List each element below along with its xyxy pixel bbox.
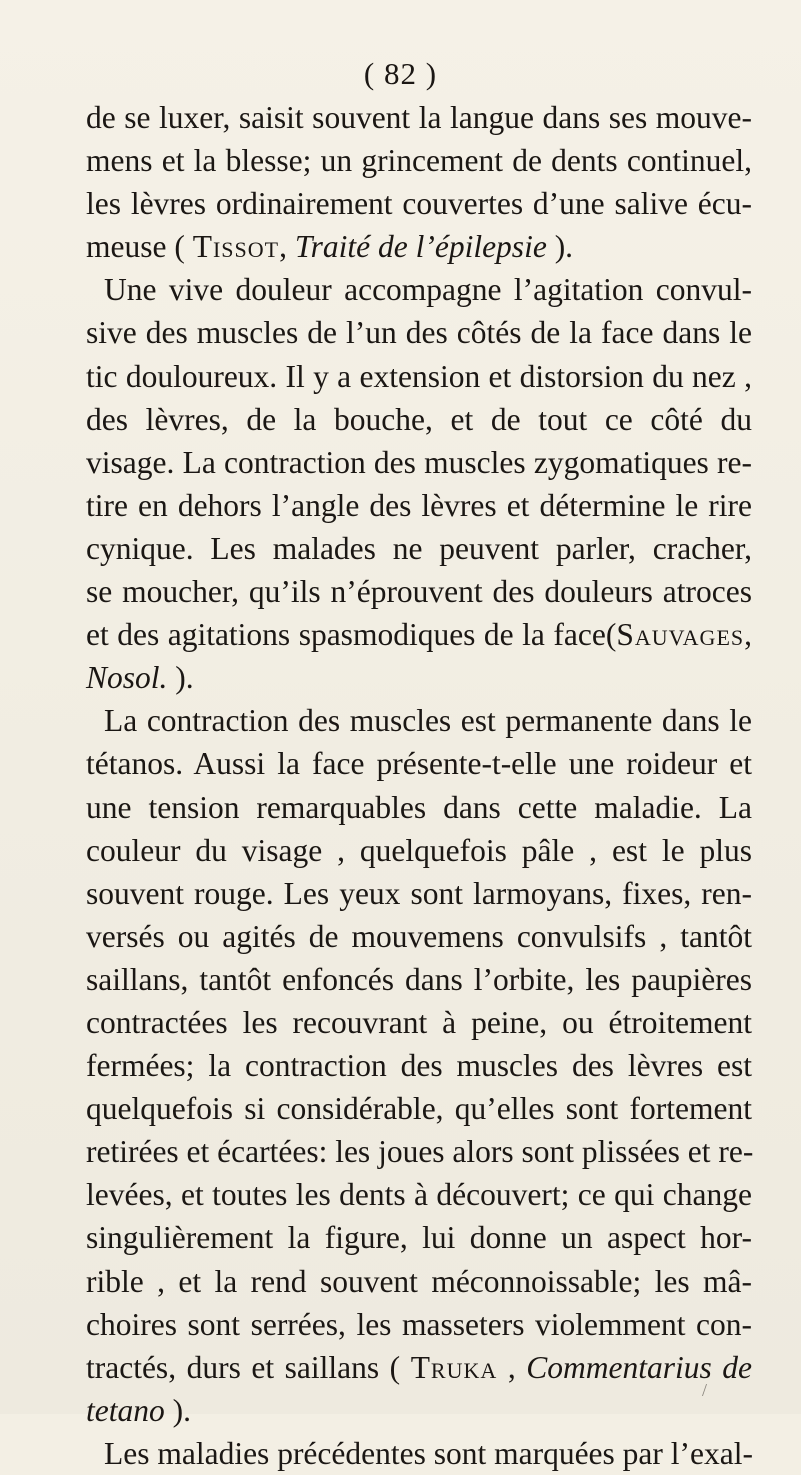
- text-line: tractés, durs et saillans ( Truka , Commentarius de: [86, 1349, 752, 1385]
- text-line: singulièrement la figure, lui donne un aspect hor-: [86, 1220, 752, 1256]
- text-line: levées, et toutes les dents à découvert; ce qui change: [86, 1177, 752, 1213]
- text-line: visage. La contraction des muscles zygomatiques re-: [86, 444, 752, 480]
- text-line: cynique. Les malades ne peuvent parler, cracher,: [86, 530, 752, 566]
- text-line: couleur du visage , quelquefois pâle , est le plus: [86, 832, 752, 868]
- page-number: ( 82 ): [363, 56, 438, 91]
- text-line: tetano ).: [86, 1392, 191, 1428]
- text-line: rible , et la rend souvent méconnoissable; les mâ-: [86, 1263, 752, 1299]
- text-line: saillans, tantôt enfoncés dans l’orbite, les paupières: [86, 961, 752, 997]
- text-line: quelquefois si considérable, qu’elles sont fortement: [86, 1091, 752, 1127]
- margin-mark: /: [702, 1380, 708, 1400]
- text-line: meuse ( Tissot, Traité de l’épilepsie ).: [86, 229, 574, 265]
- text-line: de se luxer, saisit souvent la langue dans ses mouve-: [86, 100, 752, 135]
- text-line: et des agitations spasmodiques de la face(Sauvages,: [86, 617, 752, 653]
- text-line: mens et la blesse; un grincement de dents continuel,: [86, 143, 752, 179]
- body-text: [86, 96, 752, 1475]
- text-line: tétanos. Aussi la face présente-t-elle une roideur et: [86, 746, 752, 782]
- text-line: Les maladies précédentes sont marquées par l’exal-: [104, 1435, 753, 1471]
- text-line: La contraction des muscles est permanente dans le: [104, 703, 752, 739]
- text-line: se moucher, qu’ils n’éprouvent des douleurs atroces: [86, 574, 752, 610]
- text-line: versés ou agités de mouvemens convulsifs , tantôt: [86, 918, 752, 954]
- text-line: des lèvres, de la bouche, et de tout ce côté du: [86, 401, 752, 437]
- text-line: une tension remarquables dans cette maladie. La: [86, 789, 752, 825]
- text-line: retirées et écartées: les joues alors sont plissées et re-: [86, 1134, 754, 1170]
- text-line: contractées les recouvrant à peine, ou étroitement: [86, 1004, 752, 1040]
- text-line: tic douloureux. Il y a extension et distorsion du nez ,: [86, 358, 752, 394]
- text-line: sive des muscles de l’un des côtés de la face dans le: [86, 315, 752, 351]
- text-line: Nosol. ).: [86, 660, 194, 696]
- text-line: les lèvres ordinairement couvertes d’une salive écu-: [86, 186, 752, 222]
- text-line: souvent rouge. Les yeux sont larmoyans, fixes, ren-: [86, 875, 752, 911]
- text-line: choires sont serrées, les masseters violemment con-: [86, 1306, 752, 1342]
- text-line: fermées; la contraction des muscles des lèvres est: [86, 1048, 752, 1084]
- text-line: Une vive douleur accompagne l’agitation convul-: [104, 272, 752, 308]
- text-line: tire en dehors l’angle des lèvres et détermine le rire: [86, 487, 752, 523]
